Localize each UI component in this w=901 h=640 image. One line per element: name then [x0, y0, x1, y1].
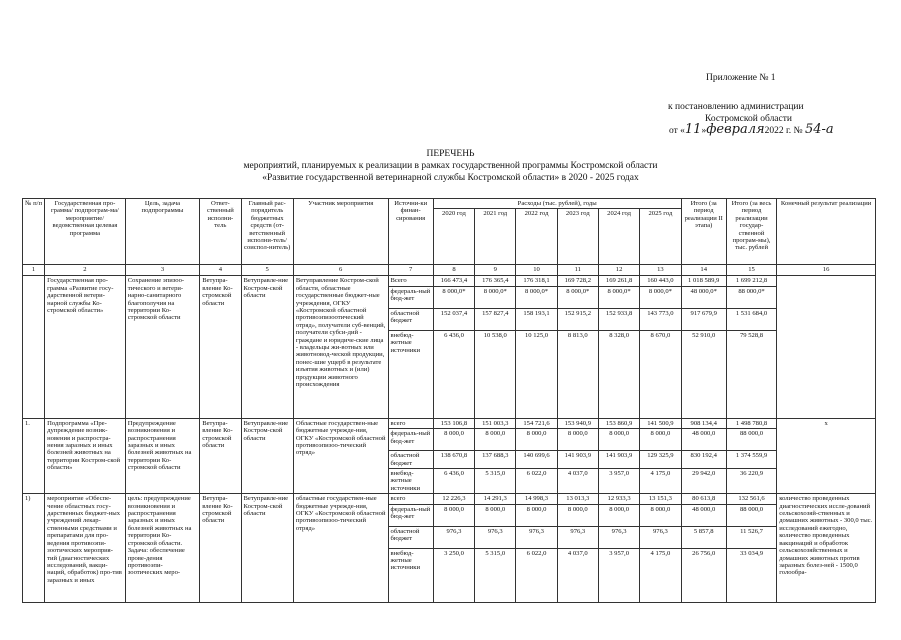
funding-value: 1 699 212,8 — [726, 276, 776, 286]
year-header: 2025 год — [640, 209, 681, 265]
col-total-all-header: Итого (за весь период реализации государ-ственной програм-мы), тыс. рублей — [726, 199, 776, 265]
row-participant: Ветуправление Костром-ской области, областные государственные бюджет-ные учреждения, ОГКУ «Костромской областной противоэпизоотический отряд», получатели суб-венций, получатели субси-дий - граждане и юридиче-ские лица - владельцы жи-вотных или животновод-ческой продукции, понес-шие ущерб в результате изъятия животных и (или) продукции животного происхождения — [293, 276, 388, 418]
funding-value: 14 291,3 — [475, 494, 516, 504]
funding-value: 8 000,0 — [640, 429, 681, 451]
col-number: 11 — [557, 265, 598, 276]
funding-value: 36 220,9 — [726, 469, 776, 494]
col-result-header: Конечный результат реализации — [777, 199, 876, 265]
row-manager: Ветуправле-ние Костром-ской области — [241, 276, 293, 418]
date-mid: » — [701, 126, 707, 136]
funding-value: 8 000,0* — [598, 286, 639, 308]
funding-value: 137 688,3 — [475, 451, 516, 469]
funding-value: 4 037,0 — [557, 469, 598, 494]
row-num: 1) — [23, 494, 45, 602]
funding-value: 8 000,0 — [598, 504, 639, 526]
col-number: 15 — [726, 265, 776, 276]
funding-value: 153 940,9 — [557, 418, 598, 428]
funding-value: 176 365,4 — [475, 276, 516, 286]
funding-value: 152 915,2 — [557, 308, 598, 330]
funding-source: Всего — [388, 276, 433, 286]
row-program: Подпрограмма «Пре-дупреждение возник-новения и распростра-нения заразных и иных болезней животных на территории Костром-ской области» — [45, 418, 126, 493]
funding-value: 976,3 — [475, 526, 516, 548]
funding-value: 8 000,0 — [475, 429, 516, 451]
funding-value: 3 957,0 — [598, 548, 639, 602]
funding-value: 48 000,0 — [681, 429, 726, 451]
funding-value: 8 000,0 — [557, 504, 598, 526]
col-number: 2 — [45, 265, 126, 276]
funding-source: федераль-ный бюд-жет — [388, 504, 433, 526]
funding-value: 1 498 780,8 — [726, 418, 776, 428]
funding-value: 88 000,0 — [726, 429, 776, 451]
col-number: 7 — [388, 265, 433, 276]
funding-source: внебюд-жетные источники — [388, 469, 433, 494]
handwritten-number: 54-а — [805, 122, 834, 137]
row-participant: Областные государствен-ные бюджетные учрежде-ния, ОГКУ «Костромской областной противоэпизоо-тический отряд» — [293, 418, 388, 493]
funding-value: 8 000,0 — [433, 429, 474, 451]
col-number: 14 — [681, 265, 726, 276]
funding-value: 976,3 — [516, 526, 557, 548]
decree-line-1: к постановлению администрации — [668, 102, 804, 112]
funding-value: 141 903,9 — [598, 451, 639, 469]
funding-value: 48 000,0 — [681, 504, 726, 526]
col-number: 5 — [241, 265, 293, 276]
funding-value: 8 000,0 — [598, 429, 639, 451]
col-number: 6 — [293, 265, 388, 276]
col-goal-header: Цель, задача подпрограммы — [125, 199, 200, 265]
funding-value: 3 250,0 — [433, 548, 474, 602]
funding-value: 11 526,7 — [726, 526, 776, 548]
col-number: 13 — [640, 265, 681, 276]
funding-value: 917 679,9 — [681, 308, 726, 330]
col-num-header: № п/п — [23, 199, 45, 265]
col-expenses-header: Расходы (тыс. рублей), годы — [433, 199, 681, 209]
funding-value: 976,3 — [433, 526, 474, 548]
row-goal: Сохранение эпизоо-тического и ветери-нарно-санитарного благополучия на территории Ко-стромской области — [125, 276, 200, 418]
header-row — [23, 199, 876, 209]
funding-value: 5 315,0 — [475, 548, 516, 602]
row-goal: цель: предупреждение возникновения и распространения заразных и иных болезней животных на территории Ко-стромской области. Задача: обеспечение прове-дения противоэпи-зоотических меро- — [125, 494, 200, 602]
funding-value: 88 000,0* — [726, 286, 776, 308]
funding-value: 5 857,8 — [681, 526, 726, 548]
funding-value: 151 003,3 — [475, 418, 516, 428]
row-num: 1. — [23, 418, 45, 493]
funding-value: 176 318,1 — [516, 276, 557, 286]
funding-value: 29 942,0 — [681, 469, 726, 494]
funding-value: 1 018 589,9 — [681, 276, 726, 286]
funding-value: 158 193,1 — [516, 308, 557, 330]
funding-value: 908 134,4 — [681, 418, 726, 428]
row-result: х — [777, 418, 876, 493]
funding-value: 79 528,8 — [726, 330, 776, 418]
decree-line-2: Костромской области — [705, 114, 792, 124]
col-number: 4 — [200, 265, 241, 276]
funding-value: 153 860,9 — [598, 418, 639, 428]
funding-value: 13 013,3 — [557, 494, 598, 504]
funding-value: 6 436,0 — [433, 469, 474, 494]
funding-value: 8 000,0* — [557, 286, 598, 308]
date-year: 2022 г. № — [764, 126, 803, 136]
funding-value: 10 125,0 — [516, 330, 557, 418]
row-manager: Ветуправле-ние Костром-ской области — [241, 494, 293, 602]
appendix-label: Приложение № 1 — [706, 73, 776, 83]
funding-value: 169 728,2 — [557, 276, 598, 286]
funding-value: 52 910,0 — [681, 330, 726, 418]
row-goal: Предупреждение возникновения и распространения заразных и иных болезней животных на территории Ко-стромской области — [125, 418, 200, 493]
funding-value: 48 000,0* — [681, 286, 726, 308]
funding-value: 152 037,4 — [433, 308, 474, 330]
funding-value: 13 151,3 — [640, 494, 681, 504]
col-source-header: Источни-ки финан-сирования — [388, 199, 433, 265]
row-executor: Ветупра-вление Ко-стромской области — [200, 276, 241, 418]
col-total-stage2-header: Итого (за период реализации II этапа) — [681, 199, 726, 265]
handwritten-day: 11 — [684, 122, 702, 137]
row-program: мероприятие «Обеспе-чение областных госу-дарственных бюджет-ных учреждений лекар-ственными средствами и препаратами для про-ведения противоэпи-зоотических мероприя-тий (диагностических исследований, вакци-наций, обработок) про-тив заразных и иных — [45, 494, 126, 602]
doc-subtitle-2: «Развитие государственной ветеринарной службы Костромской области» в 2020 - 2025 годах — [262, 173, 639, 183]
col-number: 8 — [433, 265, 474, 276]
row-participant: областные государствен-ные бюджетные учрежде-ния, ОГКУ «Костромской областной противоэпизоо-тический отряд» — [293, 494, 388, 602]
year-header: 2020 год — [433, 209, 474, 265]
funding-value: 140 699,6 — [516, 451, 557, 469]
funding-value: 154 721,6 — [516, 418, 557, 428]
col-program-header: Государственная про-грамма/ подпрограм-ма/мероприятие/ ведомственная целевая программа — [45, 199, 126, 265]
funding-value: 141 500,9 — [640, 418, 681, 428]
col-number: 16 — [777, 265, 876, 276]
row-executor: Ветупра-вление Ко-стромской области — [200, 418, 241, 493]
row-result: количество проведенных диагностических иссле-дований сельскохозяй-ственных и домашних животных - 300,0 тыс. исследований ежегодно, количество проведенных вакцинаций и обработок сельскохозяйственных и домашних животных против заразных болез-ней - 1500,0 голообра- — [777, 494, 876, 602]
funding-value: 4 037,0 — [557, 548, 598, 602]
funding-value: 129 325,9 — [640, 451, 681, 469]
funding-value: 5 315,0 — [475, 469, 516, 494]
col-number: 12 — [598, 265, 639, 276]
funding-value: 8 813,0 — [557, 330, 598, 418]
funding-value: 138 670,8 — [433, 451, 474, 469]
col-number: 9 — [475, 265, 516, 276]
funding-source: всего — [388, 418, 433, 428]
funding-value: 830 192,4 — [681, 451, 726, 469]
funding-value: 8 000,0 — [475, 504, 516, 526]
date-prefix: от « — [669, 126, 685, 136]
table-row — [23, 276, 876, 286]
table-row — [23, 494, 876, 504]
funding-value: 14 998,3 — [516, 494, 557, 504]
funding-value: 153 106,8 — [433, 418, 474, 428]
col-executor-header: Ответ-ственный исполни-тель — [200, 199, 241, 265]
funding-value: 8 000,0 — [557, 429, 598, 451]
funding-source: областной бюджет — [388, 526, 433, 548]
funding-value: 4 175,0 — [640, 469, 681, 494]
funding-value: 12 226,3 — [433, 494, 474, 504]
decree-date-line — [669, 124, 834, 137]
funding-value: 3 957,0 — [598, 469, 639, 494]
col-number: 10 — [516, 265, 557, 276]
funding-value: 8 328,0 — [598, 330, 639, 418]
funding-value: 8 000,0 — [516, 504, 557, 526]
column-number-row — [23, 265, 876, 276]
funding-value: 8 000,0 — [516, 429, 557, 451]
col-number: 3 — [125, 265, 200, 276]
funding-source: федераль-ный бюд-жет — [388, 286, 433, 308]
col-manager-header: Главный рас-порядитель бюджетных средств (от-ветственный исполни-тель/соиспол-нитель) — [241, 199, 293, 265]
row-executor: Ветупра-вление Ко-стромской области — [200, 494, 241, 602]
funding-value: 6 022,0 — [516, 548, 557, 602]
funding-value: 26 756,0 — [681, 548, 726, 602]
funding-source: областной бюджет — [388, 451, 433, 469]
funding-value: 88 000,0 — [726, 504, 776, 526]
funding-value: 4 175,0 — [640, 548, 681, 602]
row-result — [777, 276, 876, 418]
row-program: Государственная про-грамма «Развитие госу-дарственной ветери-нарной службы Ко-стромской области» — [45, 276, 126, 418]
funding-source: внебюд-жетные источники — [388, 330, 433, 418]
row-num — [23, 276, 45, 418]
funding-value: 141 903,9 — [557, 451, 598, 469]
measures-table — [22, 198, 876, 603]
funding-value: 8 000,0* — [475, 286, 516, 308]
funding-value: 8 670,0 — [640, 330, 681, 418]
funding-value: 143 773,0 — [640, 308, 681, 330]
funding-value: 8 000,0* — [640, 286, 681, 308]
funding-value: 8 000,0 — [433, 504, 474, 526]
doc-title: ПЕРЕЧЕНЬ — [426, 149, 475, 159]
funding-value: 10 538,0 — [475, 330, 516, 418]
funding-value: 6 436,0 — [433, 330, 474, 418]
funding-value: 8 000,0 — [640, 504, 681, 526]
row-manager: Ветуправле-ние Костром-ской области — [241, 418, 293, 493]
doc-subtitle-1: мероприятий, планируемых к реализации в рамках государственной программы Костромской области — [243, 161, 658, 171]
funding-value: 12 933,3 — [598, 494, 639, 504]
funding-value: 976,3 — [598, 526, 639, 548]
funding-value: 152 933,8 — [598, 308, 639, 330]
funding-source: федераль-ный бюд-жет — [388, 429, 433, 451]
year-header: 2022 год — [516, 209, 557, 265]
funding-value: 169 261,8 — [598, 276, 639, 286]
year-header: 2024 год — [598, 209, 639, 265]
funding-source: всего — [388, 494, 433, 504]
funding-value: 157 827,4 — [475, 308, 516, 330]
year-header: 2021 год — [475, 209, 516, 265]
table-row — [23, 418, 876, 428]
col-participant-header: Участник мероприятия — [293, 199, 388, 265]
funding-value: 33 034,9 — [726, 548, 776, 602]
funding-value: 166 473,4 — [433, 276, 474, 286]
funding-source: областной бюджет — [388, 308, 433, 330]
funding-value: 1 531 684,0 — [726, 308, 776, 330]
funding-value: 132 561,6 — [726, 494, 776, 504]
funding-value: 6 022,0 — [516, 469, 557, 494]
funding-value: 160 443,0 — [640, 276, 681, 286]
funding-value: 80 613,8 — [681, 494, 726, 504]
funding-value: 1 374 559,9 — [726, 451, 776, 469]
table-body — [23, 276, 876, 602]
funding-source: внебюд-жетные источники — [388, 548, 433, 602]
funding-value: 8 000,0* — [433, 286, 474, 308]
handwritten-month: февраля — [706, 122, 765, 137]
funding-value: 8 000,0* — [516, 286, 557, 308]
funding-value: 976,3 — [640, 526, 681, 548]
funding-value: 976,3 — [557, 526, 598, 548]
year-header: 2023 год — [557, 209, 598, 265]
col-number: 1 — [23, 265, 45, 276]
